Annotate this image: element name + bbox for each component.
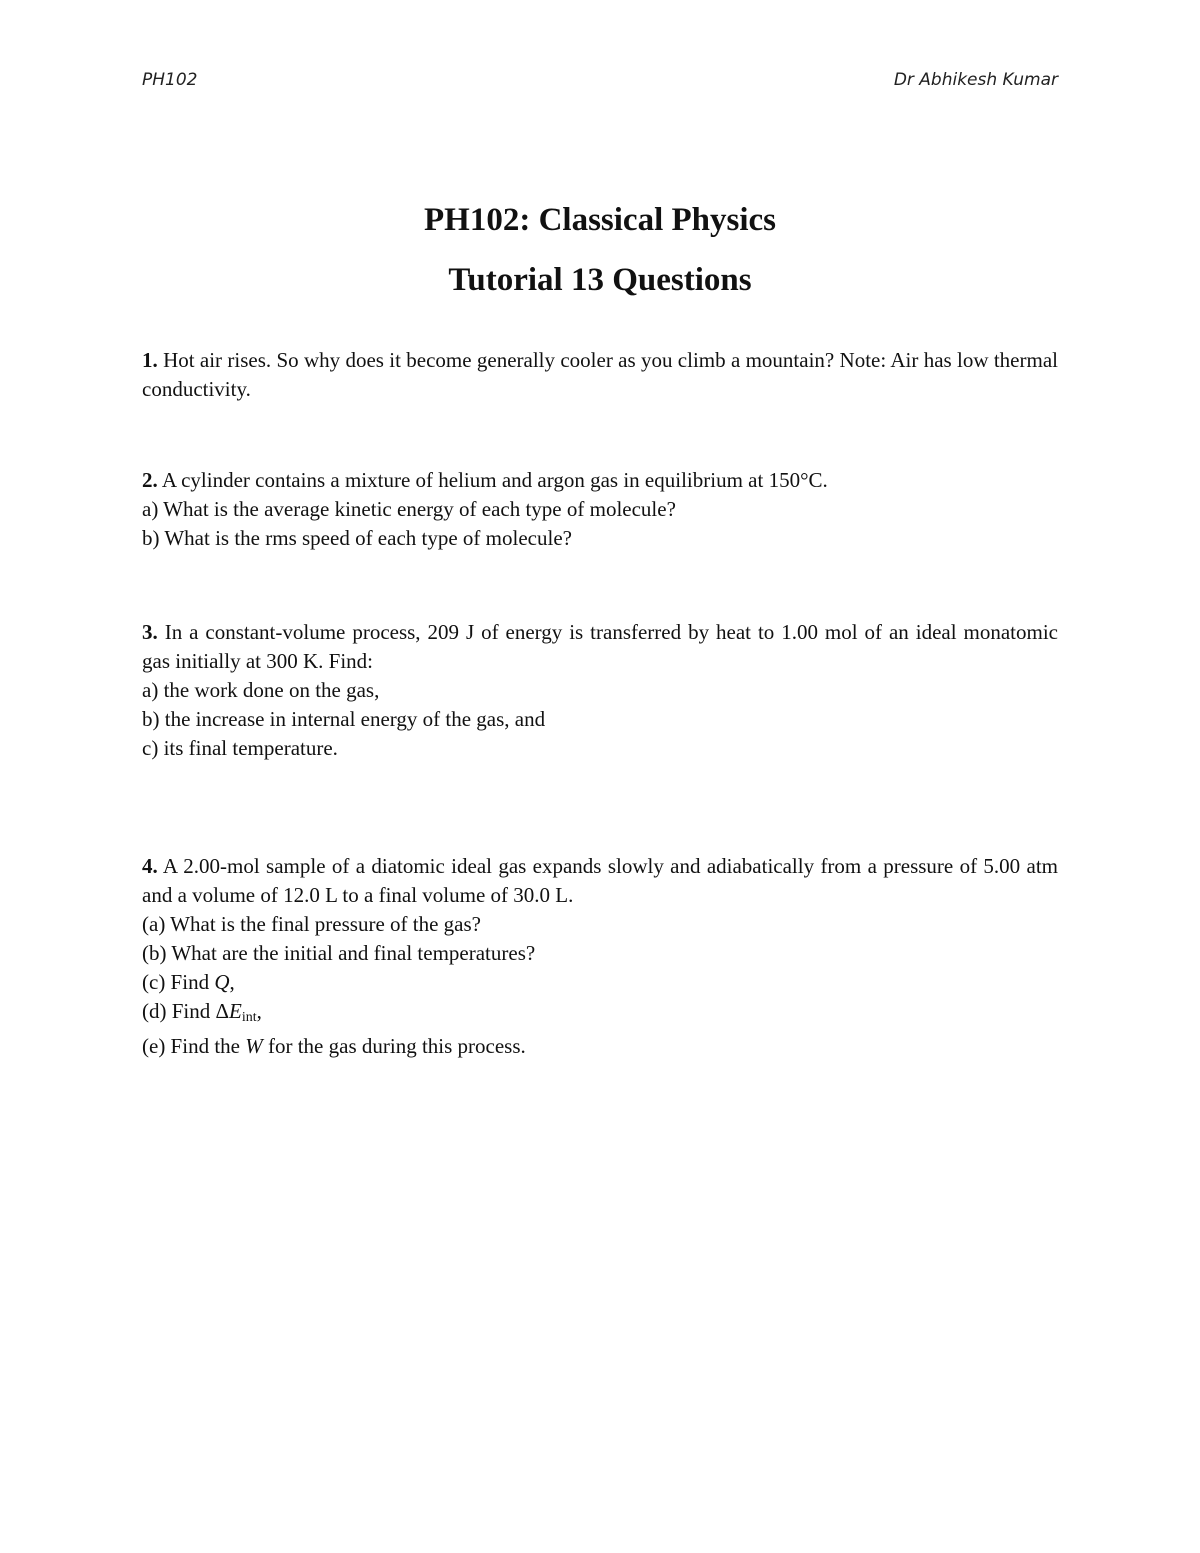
question-text: A cylinder contains a mixture of helium and argon gas in equilibrium at 150°C. (157, 468, 828, 492)
question-number: 1. (142, 348, 158, 372)
document-subtitle: Tutorial 13 Questions (448, 262, 752, 298)
question-3 (142, 618, 1058, 763)
symbol-e: E (229, 999, 242, 1023)
question-part: a) the work done on the gas, (142, 678, 380, 702)
question-1 (142, 346, 1058, 404)
title-block (0, 198, 1200, 318)
question-2 (142, 466, 1058, 553)
question-part: c) its final temperature. (142, 736, 338, 760)
question-part: (a) What is the final pressure of the gas? (142, 912, 481, 936)
question-4 (142, 852, 1058, 1061)
part-prefix: (c) Find (142, 970, 215, 994)
running-header (142, 70, 1058, 98)
question-part: a) What is the average kinetic energy of each type of molecule? (142, 497, 676, 521)
header-author: Dr Abhikesh Kumar (893, 70, 1058, 90)
question-part-d (142, 997, 1058, 1032)
question-number: 2. (142, 468, 158, 492)
question-part-e (142, 1032, 1058, 1061)
part-suffix: for the gas during this process. (262, 1034, 526, 1058)
question-part: (b) What are the initial and final temperatures? (142, 941, 536, 965)
document-title: PH102: Classical Physics (424, 202, 776, 238)
part-suffix: , (229, 970, 235, 994)
header-course-code: PH102 (142, 70, 198, 90)
subscript-int: int (241, 1010, 257, 1025)
question-text: A 2.00-mol sample of a diatomic ideal gas expands slowly and adiabatically from a pressure of 5.00 atm and a volume of 12.0 L to a final volume of 30.0 L. (142, 854, 1058, 907)
question-number: 4. (142, 854, 158, 878)
question-part-c (142, 968, 1058, 997)
symbol-w: W (245, 1034, 263, 1058)
question-number: 3. (142, 620, 158, 644)
part-suffix: , (256, 999, 262, 1023)
question-part: b) the increase in internal energy of the gas, and (142, 707, 546, 731)
question-text: Hot air rises. So why does it become generally cooler as you climb a mountain? Note: Air has low thermal conductivity. (142, 348, 1058, 401)
part-prefix: (d) Find Δ (142, 999, 230, 1023)
part-prefix: (e) Find the (142, 1034, 246, 1058)
symbol-q: Q (214, 970, 230, 994)
question-part: b) What is the rms speed of each type of molecule? (142, 526, 572, 550)
question-text: In a constant-volume process, 209 J of energy is transferred by heat to 1.00 mol of an ideal monatomic gas initially at 300 K. Find: (142, 620, 1058, 673)
